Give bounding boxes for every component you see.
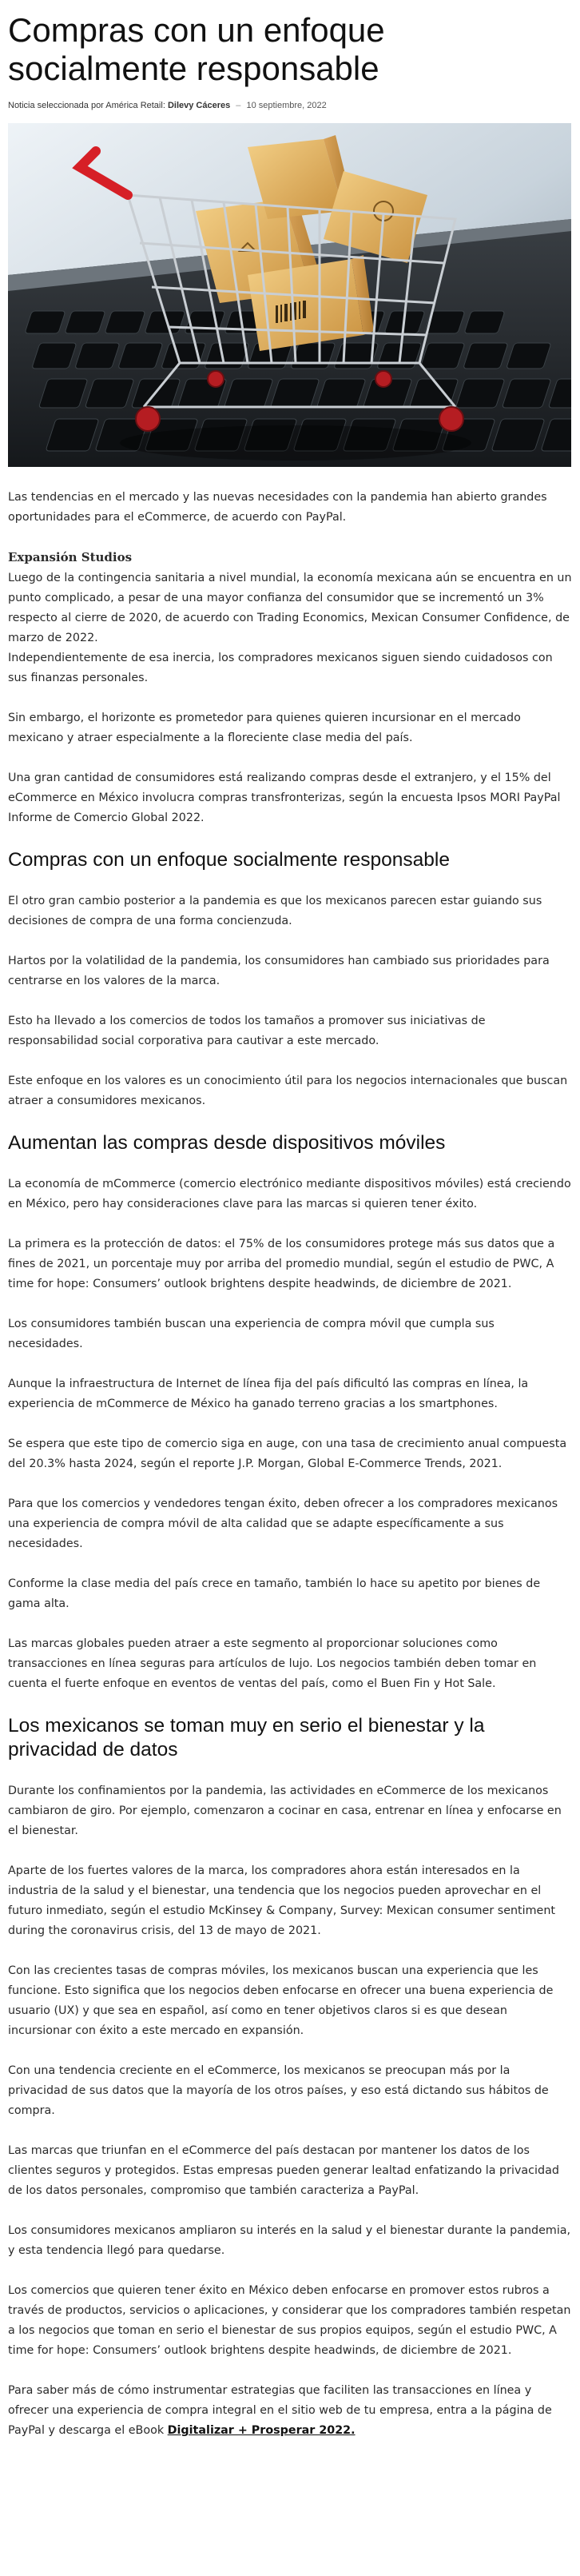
paragraph: Conforme la clase media del país crece en tamaño, también lo hace su apetito por bienes de gama alta. — [8, 1577, 541, 1610]
hero-image — [8, 123, 571, 467]
byline-prefix: Noticia seleccionada por América Retail: — [8, 101, 165, 110]
paragraph: Hartos por la volatilidad de la pandemia, los consumidores han cambiado sus prioridades para centrarse en los valores de la marca. — [8, 955, 550, 987]
intro-paragraph: Las tendencias en el mercado y las nuevas necesidades con la pandemia han abierto grandes oportunidades para el eCommerce, de acuerdo con PayPal. — [8, 491, 547, 524]
paragraph: Los consumidores también buscan una experiencia de compra móvil que cumpla sus necesidades. — [8, 1318, 495, 1350]
paragraph: Durante los confinamientos por la pandemia, las actividades en eCommerce de los mexicanos cambiaron de giro. Por ejemplo, comenzaron a cocinar en casa, entrenar en línea y enfocarse en el bienestar. — [8, 1784, 562, 1837]
byline-author[interactable]: Dilevy Cáceres — [167, 101, 231, 110]
paragraph: Con una tendencia creciente en el eCommerce, los mexicanos se preocupan más por la privacidad de sus datos que la mayoría de los otros países, y eso está dictando sus hábitos de compra. — [8, 2064, 549, 2117]
expansion-heading: Expansión Studios — [8, 550, 133, 564]
paragraph: Las marcas que triunfan en el eCommerce del país destacan por mantener los datos de los clientes seguros y protegidos. Estas empresas pueden generar lealtad enfatizando la privacidad de los datos personales, compromiso que también caracteriza a PayPal. — [8, 2144, 559, 2197]
paragraph: Los comercios que quieren tener éxito en México deben enfocarse en promover estos rubros a través de productos, servicios o aplicaciones, y considerar que los compradores también respetan a los negocios que toman en serio el bienestar de sus propios equipos, según el estudio PWC, A time for hope: Consumers’ outlook brightens despite headwinds, de diciembre de 2021. — [8, 2284, 571, 2357]
article-title: Compras con un enfoque socialmente responsable — [8, 11, 385, 87]
paragraph: Los consumidores mexicanos ampliaron su interés en la salud y el bienestar durante la pandemia, y esta tendencia llegó para quedarse. — [8, 2224, 571, 2257]
paragraph: La primera es la protección de datos: el 75% de los consumidores protege más sus datos que a fines de 2021, un porcentaje muy por arriba del promedio mundial, según el estudio de PWC, A time for hope: Consumers’ outlook brightens despite headwinds, de diciembre de 2021. — [8, 1238, 555, 1290]
closing-paragraph — [8, 2381, 572, 2441]
byline-separator: – — [236, 101, 241, 110]
paragraph: Independientemente de esa inercia, los compradores mexicanos siguen siendo cuidadosos con sus finanzas personales. — [8, 652, 553, 684]
ebook-link[interactable]: Digitalizar + Prosperar 2022. — [167, 2424, 356, 2437]
paragraph: Aparte de los fuertes valores de la marca, los compradores ahora están interesados en la industria de la salud y el bienestar, una tendencia que los negocios pueden aprovechar en el futuro inmediato, según el estudio McKinsey & Company, Survey: Mexican consumer sentiment during the coronavirus crisis, del 13 de mayo de 2021. — [8, 1864, 556, 1937]
paragraph: Aunque la infraestructura de Internet de línea fija del país dificultó las compras en línea, la experiencia de mCommerce de México ha ganado terreno gracias a los smartphones. — [8, 1378, 529, 1410]
shopping-cart-laptop-illustration — [8, 123, 571, 467]
paragraph: Este enfoque en los valores es un conocimiento útil para los negocios internacionales que buscan atraer a consumidores mexicanos. — [8, 1075, 568, 1107]
paragraph: Las marcas globales pueden atraer a este segmento al proporcionar soluciones como transacciones en línea seguras para artículos de lujo. Los negocios también deben tomar en cuenta el fuerte enfoque en eventos de ventas del país, como el Buen Fin y Hot Sale. — [8, 1637, 537, 1690]
article-body — [8, 488, 572, 2441]
paragraph: Para que los comercios y vendedores tengan éxito, deben ofrecer a los compradores mexicanos una experiencia de compra móvil de alta calidad que se adapte específicamente a sus necesidades. — [8, 1497, 558, 1550]
paragraph: Con las crecientes tasas de compras móviles, los mexicanos buscan una experiencia que les funcione. Esto significa que los negocios deben enfocarse en ofrecer una buena experiencia de usuario (UX) y que sea en español, así como en tener objetivos claros si es que desean incursionar con éxito a este mercado en expansión. — [8, 1964, 554, 2037]
closing-text: Para saber más de cómo instrumentar estrategias que faciliten las transacciones en línea y ofrecer una experiencia de compra integral en el sitio web de tu empresa, entra a la página de PayPal y descarga el eBook — [8, 2384, 552, 2437]
section-heading: Compras con un enfoque socialmente responsable — [8, 849, 450, 871]
paragraph: Se espera que este tipo de comercio siga en auge, con una tasa de crecimiento anual compuesta del 20.3% hasta 2024, según el reporte J.P. Morgan, Global E-Commerce Trends, 2021. — [8, 1438, 567, 1470]
paragraph: Luego de la contingencia sanitaria a nivel mundial, la economía mexicana aún se encuentra en un punto complicado, a pesar de una mayor confianza del consumidor que se incrementó un 3% respecto al cierre de 2020, de acuerdo con Trading Economics, Mexican Consumer Confidence, de marzo de 2022. — [8, 572, 572, 644]
byline — [8, 101, 572, 110]
section-heading: Aumentan las compras desde dispositivos móviles — [8, 1132, 446, 1154]
paragraph: El otro gran cambio posterior a la pandemia es que los mexicanos parecen estar guiando sus decisiones de compra de una forma concienzuda. — [8, 895, 542, 927]
paragraph: La economía de mCommerce (comercio electrónico mediante dispositivos móviles) está creciendo en México, pero hay consideraciones clave para las marcas si quieren tener éxito. — [8, 1178, 571, 1210]
section-heading: Los mexicanos se toman muy en serio el bienestar y la privacidad de datos — [8, 1715, 485, 1761]
paragraph: Sin embargo, el horizonte es prometedor para quienes quieren incursionar en el mercado mexicano y atraer especialmente a la floreciente clase media del país. — [8, 712, 521, 744]
paragraph: Una gran cantidad de consumidores está realizando compras desde el extranjero, y el 15% del eCommerce en México involucra compras transfronterizas, según la encuesta Ipsos MORI PayPal Informe de Comercio Global 2022. — [8, 772, 561, 824]
byline-date: 10 septiembre, 2022 — [246, 101, 327, 110]
paragraph: Esto ha llevado a los comercios de todos los tamaños a promover sus iniciativas de responsabilidad social corporativa para cautivar a este mercado. — [8, 1015, 486, 1047]
